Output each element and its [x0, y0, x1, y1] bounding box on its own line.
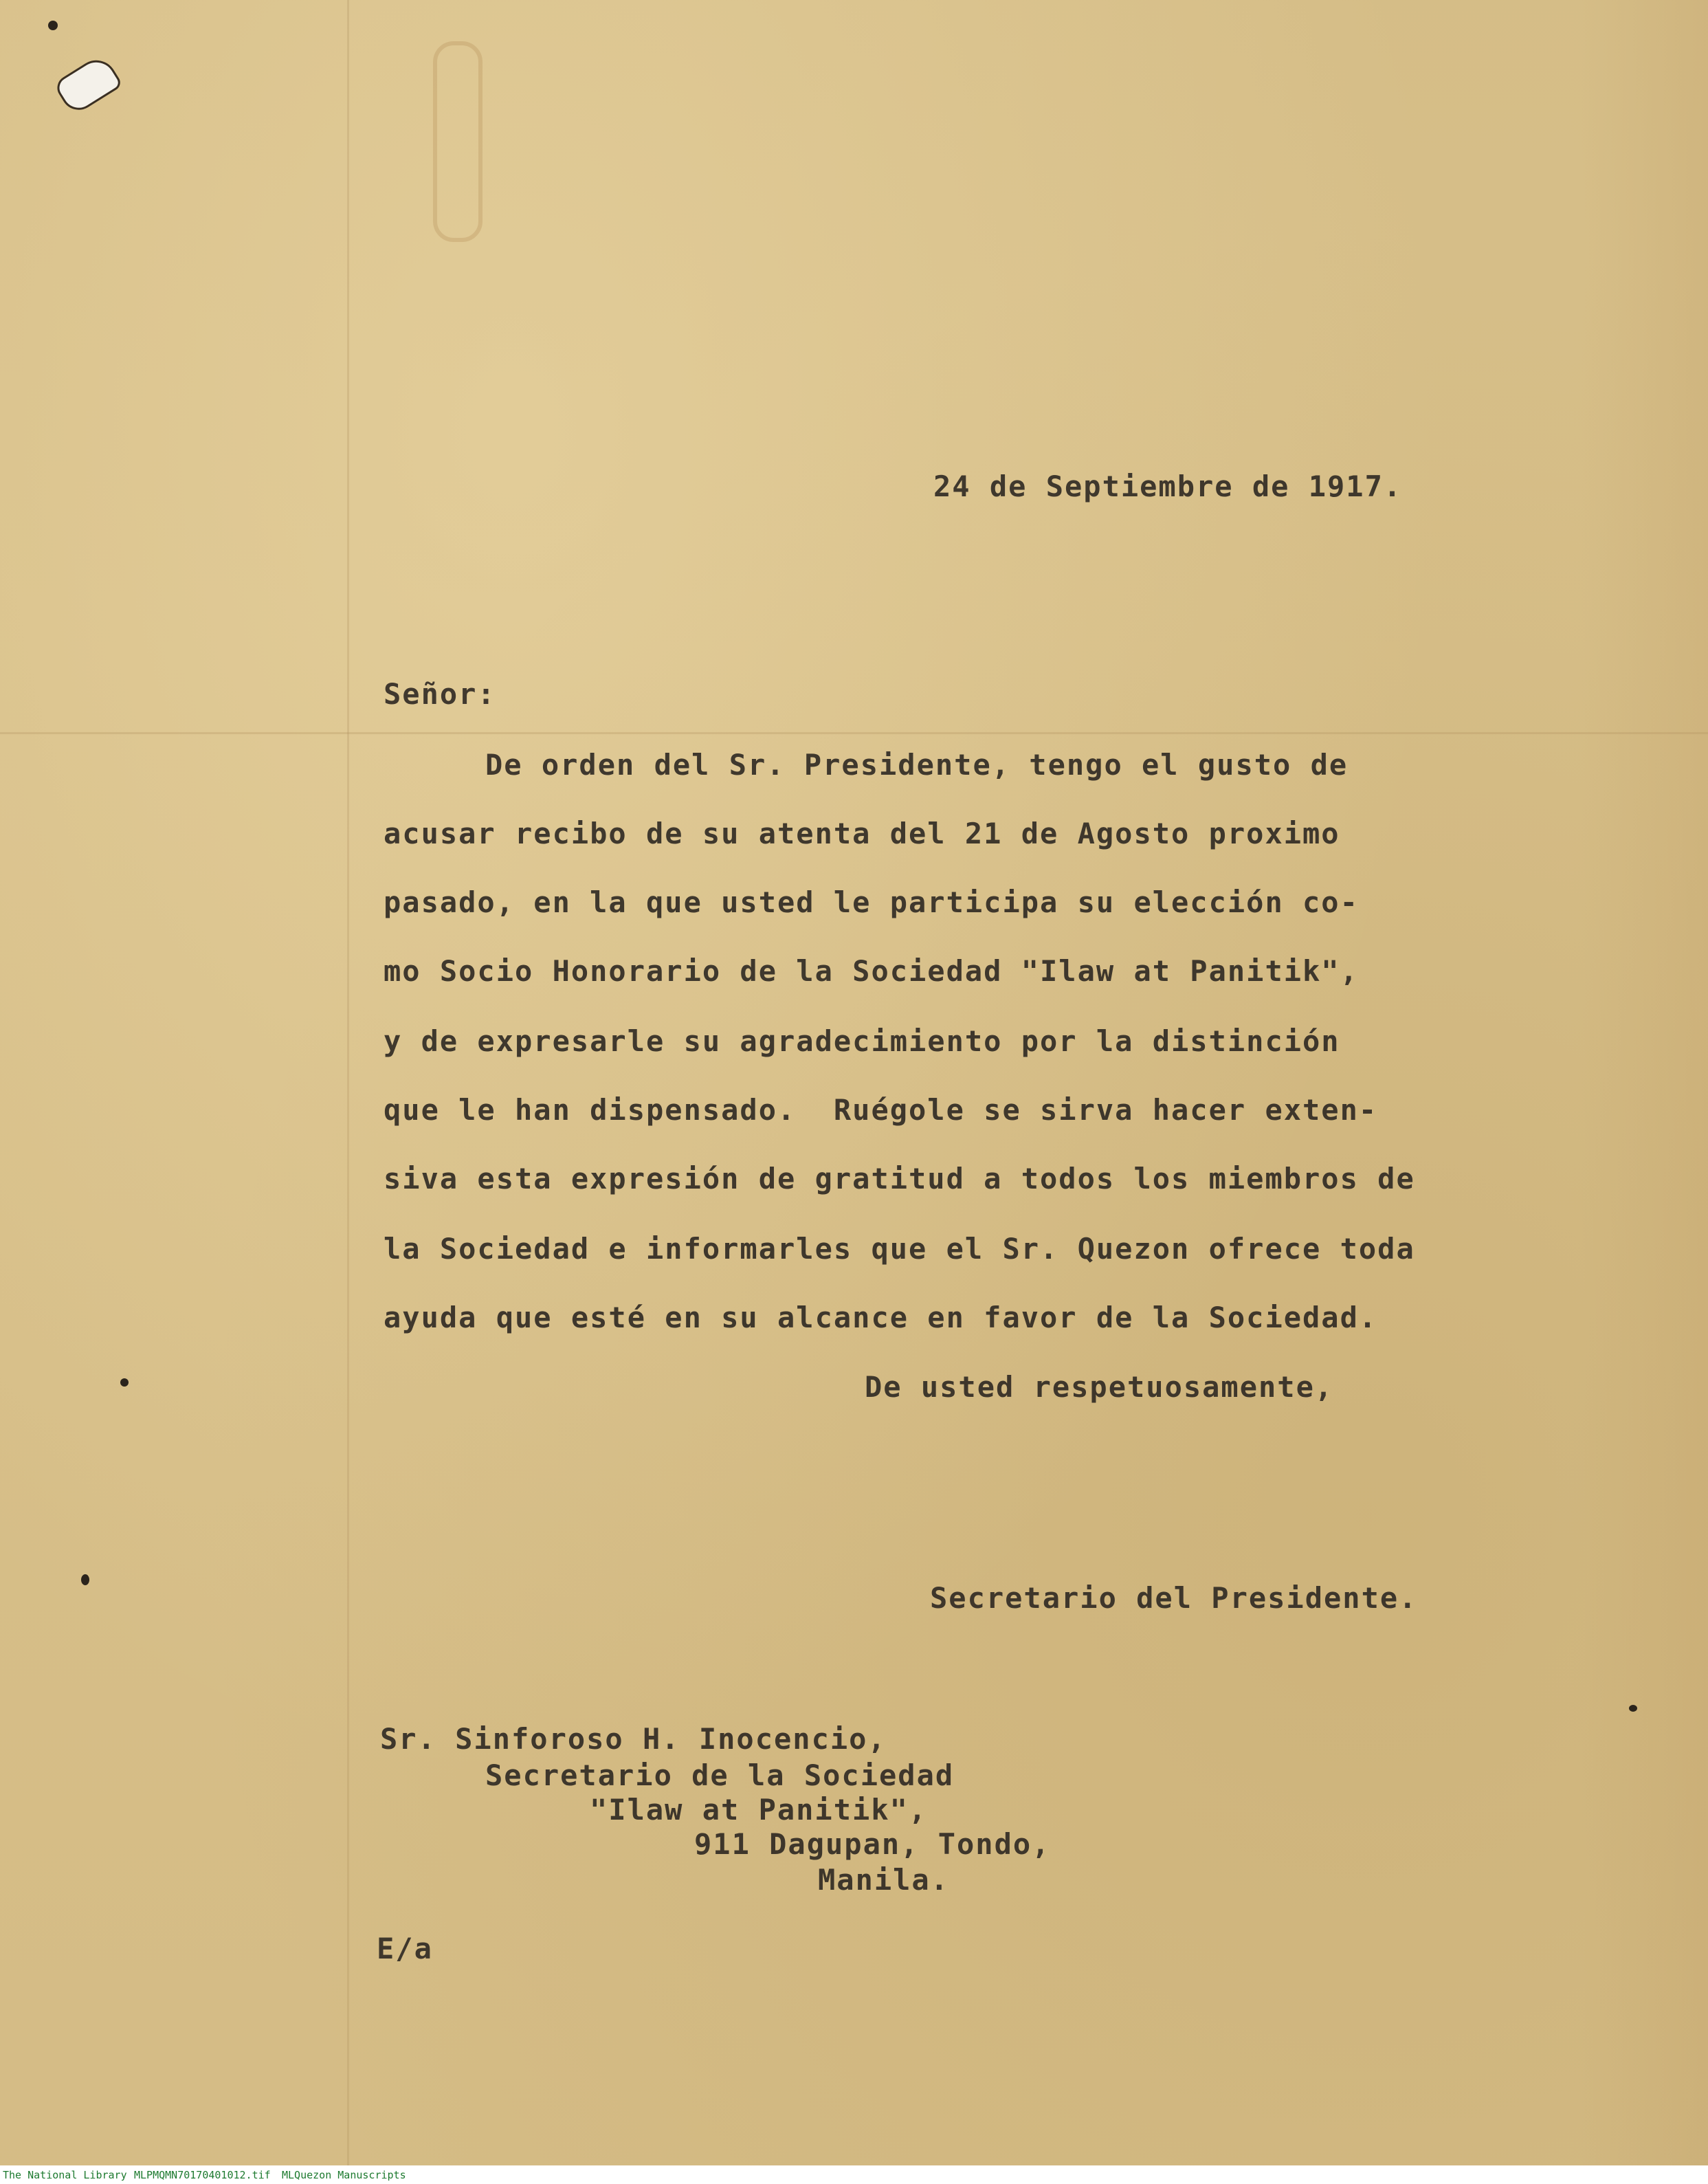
ink-speck	[120, 1378, 129, 1387]
horizontal-fold-line	[0, 732, 1708, 734]
ink-speck	[81, 1574, 89, 1585]
letter-salutation: Señor:	[384, 677, 496, 711]
body-line: acusar recibo de su atenta del 21 de Agosto proximo	[384, 817, 1340, 850]
paperclip-stain	[433, 41, 483, 242]
typist-initials: E/a	[377, 1932, 433, 1965]
footer-collection: MLQuezon Manuscripts	[282, 2169, 406, 2181]
ink-speck	[1629, 1705, 1637, 1712]
body-line: y de expresarle su agradecimiento por la distinción	[384, 1024, 1340, 1058]
letter-date: 24 de Septiembre de 1917.	[933, 470, 1403, 503]
torn-hole-icon	[53, 52, 124, 116]
recipient-line: "Ilaw at Panitik",	[590, 1793, 928, 1827]
vertical-fold-line	[347, 0, 349, 2165]
footer-filename: MLPMQMN70170401012.tif	[134, 2169, 271, 2181]
letter-closing: De usted respetuosamente,	[865, 1370, 1334, 1404]
body-line: siva esta expresión de gratitud a todos los miembros de	[384, 1162, 1415, 1195]
body-line: De orden del Sr. Presidente, tengo el gusto de	[485, 748, 1349, 782]
body-line: mo Socio Honorario de la Sociedad "Ilaw at Panitik",	[384, 954, 1359, 988]
recipient-line: Sr. Sinforoso H. Inocencio,	[380, 1722, 887, 1756]
body-line: que le han dispensado. Ruégole se sirva hacer exten-	[384, 1093, 1378, 1127]
body-line: ayuda que esté en su alcance en favor de la Sociedad.	[384, 1301, 1378, 1334]
archive-footer	[0, 2165, 1708, 2184]
signature-title: Secretario del Presidente.	[930, 1581, 1418, 1615]
footer-library: The National Library	[3, 2169, 127, 2181]
ink-speck	[48, 21, 58, 30]
recipient-line: Manila.	[818, 1863, 950, 1897]
body-line: la Sociedad e informarles que el Sr. Quezon ofrece toda	[384, 1232, 1415, 1266]
recipient-line: Secretario de la Sociedad	[485, 1758, 955, 1792]
right-edge-shading	[1581, 0, 1708, 2165]
recipient-line: 911 Dagupan, Tondo,	[694, 1827, 1051, 1861]
body-line: pasado, en la que usted le participa su elección co-	[384, 885, 1359, 919]
